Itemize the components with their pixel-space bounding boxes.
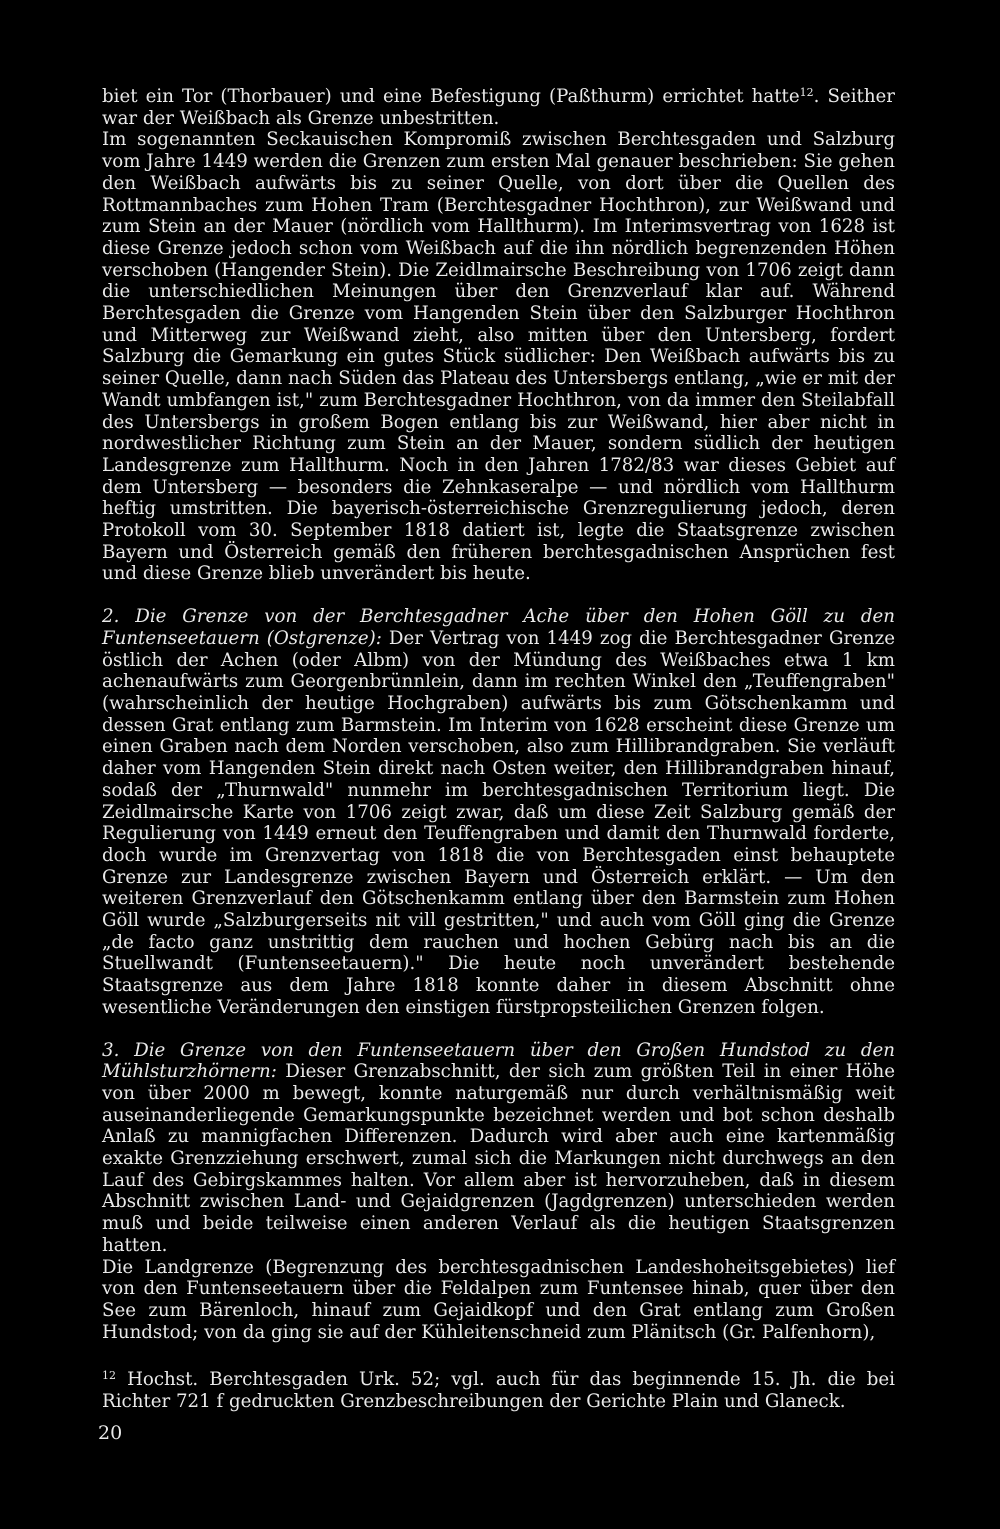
section-3-paragraph-2: Die Landgrenze (Begrenzung des berchtesgadnischen Landeshoheitsgebietes) lief von den Funtenseetauern über die Feldalpen zum Funtensee hinab, quer über den See zum Bärenloch, hinauf zum Gejaidkopf und den Grat entlang zum Großen Hundstod; von da ging sie auf der Kühleitenschneid zum Plänitsch (Gr. Palfenhorn), — [102, 1256, 895, 1343]
section-2-text: Der Vertrag von 1449 zog die Berchtesgadner Grenze östlich der Achen (oder Albm) von der Mündung des Weißbaches etwa 1 km achenaufwärts zum Georgenbrünnlein, dann im rechten Winkel den „Teuffengraben" (wahrscheinlich der heutige Hochgraben) aufwärts bis zum Götschenkamm und dessen Grat entlang zum Barmstein. Im Interim von 1628 erscheint diese Grenze um einen Graben nach dem Norden verschoben, also zum Hillibrandgraben. Sie verläuft daher vom Hangenden Stein direkt nach Osten weiter, den Hillibrandgraben hinauf, sodaß der „Thurnwald" nunmehr im berchtesgadnischen Territorium liegt. Die Zeidlmairsche Karte von 1706 zeigt zwar, daß um diese Zeit Salzburg gemäß der Regulierung von 1449 erneut den Teuffengraben und damit den Thurnwald forderte, doch wurde im Grenzvertag von 1818 die von Berchtesgaden einst behauptete Grenze zur Landesgrenze zwischen Bayern und Österreich erklärt. — Um den weiteren Grenzverlauf den Götschenkamm entlang über den Barmstein zum Hohen Göll wurde „Salzburgerseits nit vill gestritten," und auch vom Göll ging die Grenze „de facto ganz unstrittig dem rauchen und hochen Gebürg nach bis an die Stuellwandt (Funtenseetauern)." Die heute noch unverändert bestehende Staatsgrenze aus dem Jahre 1818 konnte daher in diesem Abschnitt ohne wesentliche Veränderungen den einstigen fürstpropsteilichen Grenzen folgen. — [102, 627, 895, 1018]
footnote-reference: 12 — [799, 86, 814, 99]
paragraph-intro-text-end: . Seither war der Weißbach als Grenze unbestritten. — [102, 86, 895, 129]
footnote-text: Hochst. Berchtesgaden Urk. 52; vgl. auch für das beginnende 15. Jh. die bei Richter 721 f gedruckten Grenzbeschreibungen der Gerichte Plain und Glaneck. — [102, 1369, 895, 1413]
footnote-mark: 12 — [102, 1369, 116, 1383]
paragraph-intro-text: biet ein Tor (Thorbauer) und eine Befestigung (Paßthurm) errichtet hatte — [102, 86, 800, 107]
section-2-heading: 2. Die Grenze von der Berchtesgadner Ache über den Hohen Göll zu den Funtenseetauern (Ostgrenze): — [102, 606, 895, 649]
page-number: 20 — [98, 1422, 123, 1444]
paragraph-intro — [102, 86, 895, 129]
section-3 — [102, 1040, 895, 1257]
paragraph-seckau-compromise: Im sogenannten Seckauischen Kompromiß zwischen Berchtesgaden und Salzburg vom Jahre 1449 werden die Grenzen zum ersten Mal genauer beschrieben: Sie gehen den Weißbach aufwärts bis zu seiner Quelle, von dort über die Quellen des Rottmannbaches zum Hohen Tram (Berchtesgadner Hochthron), zur Weißwand und zum Stein an der Mauer (nördlich vom Hallthurm). Im Interimsvertrag von 1628 ist diese Grenze jedoch schon vom Weißbach auf die ihn nördlich begrenzenden Höhen verschoben (Hangender Stein). Die Zeidlmairsche Beschreibung von 1706 zeigt dann die unterschiedlichen Meinungen über den Grenzverlauf klar auf. Während Berchtesgaden die Grenze vom Hangenden Stein über den Salzburger Hochthron und Mitterweg zur Weißwand zieht, also mitten über den Untersberg, fordert Salzburg die Gemarkung ein gutes Stück südlicher: Den Weißbach aufwärts bis zu seiner Quelle, dann nach Süden das Plateau des Untersbergs entlang, „wie er mit der Wandt umbfangen ist," zum Berchtesgadner Hochthron, von da immer den Steilabfall des Untersbergs in großem Bogen entlang bis zur Weißwand, hier aber nicht in nordwestlicher Richtung zum Stein an der Mauer, sondern südlich der heutigen Landesgrenze zum Hallthurm. Noch in den Jahren 1782/83 war dieses Gebiet auf dem Untersberg — besonders die Zehnkaseralpe — und nördlich vom Hallthurm heftig umstritten. Die bayerisch-österreichische Grenzregulierung jedoch, deren Protokoll vom 30. September 1818 datiert ist, legte die Staatsgrenze zwischen Bayern und Österreich gemäß den früheren berchtesgadnischen Ansprüchen fest und diese Grenze blieb unverändert bis heute. — [102, 129, 895, 585]
section-3-heading: 3. Die Grenze von den Funtenseetauern über den Großen Hundstod zu den Mühlsturzhörnern: — [102, 1039, 895, 1083]
section-3-text: Dieser Grenzabschnitt, der sich zum größten Teil in einer Höhe von über 2000 m bewegt, konnte naturgemäß nur durch verhältnismäßig weit auseinanderliegende Gemarkungspunkte bezeichnet werden und bot schon deshalb Anlaß zu mannigfachen Differenzen. Dadurch wird aber auch eine kartenmäßig exakte Grenzziehung erschwert, zumal sich die Markungen nicht durchwegs an den Lauf des Gebirgskammes halten. Vor allem aber ist hervorzuheben, daß in diesem Abschnitt zwischen Land- und Gejaidgrenzen (Jagdgrenzen) unterschieden werden muß und beide teilweise einen anderen Verlauf als die heutigen Staatsgrenzen hatten. — [102, 1061, 895, 1256]
section-2 — [102, 606, 895, 1018]
page-body — [102, 86, 895, 1413]
footnote — [102, 1369, 895, 1412]
